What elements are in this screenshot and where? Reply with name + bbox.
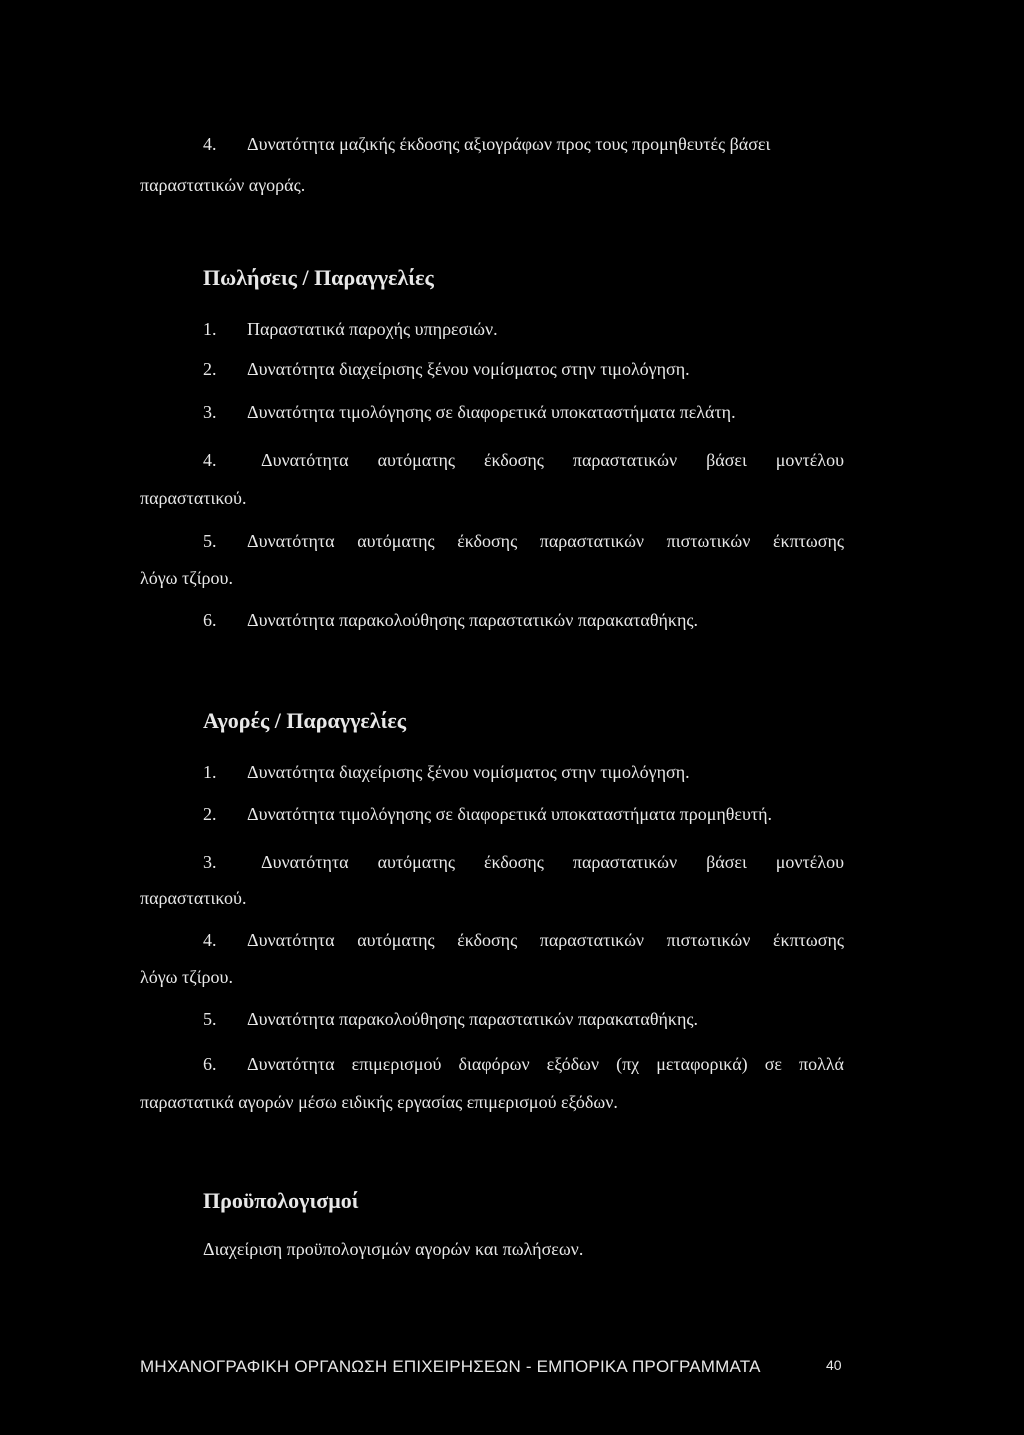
list-item-text: Δυνατότητα παρακολούθησης παραστατικών παρακαταθήκης. <box>247 610 698 630</box>
list-item-number: 2. <box>203 804 217 824</box>
page-number: 40 <box>826 1357 842 1373</box>
list-item-continuation: παραστατικών αγοράς. <box>140 175 306 195</box>
list-item-text: Δυνατότητα τιμολόγησης σε διαφορετικά υποκαταστήματα προμηθευτή. <box>247 804 773 824</box>
section-heading-purchases: Αγορές / Παραγγελίες <box>203 708 407 733</box>
list-item-text: Δυνατότητα αυτόματης έκδοσης παραστατικών βάσει μοντέλου <box>261 852 844 872</box>
list-item-number: 1. <box>203 762 217 782</box>
list-item-number: 3. <box>203 852 217 872</box>
section-heading-sales: Πωλήσεις / Παραγγελίες <box>203 265 434 290</box>
list-item-number: 1. <box>203 319 217 339</box>
list-item-continuation: παραστατικού. <box>140 888 247 908</box>
list-item-number: 6. <box>203 610 217 630</box>
list-item-number: 5. <box>203 531 217 551</box>
list-item-continuation: λόγω τζίρου. <box>140 568 233 588</box>
list-item-number: 4. <box>203 134 217 154</box>
list-item-text: Δυνατότητα μαζικής έκδοσης αξιογράφων προς τους προμηθευτές βάσει <box>247 134 771 154</box>
list-item-text: Δυνατότητα αυτόματης έκδοσης παραστατικών βάσει μοντέλου <box>261 450 844 470</box>
list-item-number: 4. <box>203 930 217 950</box>
footer-title: ΜΗΧΑΝΟΓΡΑΦΙΚΗ ΟΡΓΑΝΩΣΗ ΕΠΙΧΕΙΡΗΣΕΩΝ - ΕΜΠΟΡΙΚΑ ΠΡΟΓΡΑΜΜΑΤΑ <box>140 1357 761 1376</box>
list-item-number: 6. <box>203 1054 217 1074</box>
budgets-description: Διαχείριση προϋπολογισμών αγορών και πωλήσεων. <box>203 1239 584 1259</box>
list-item-text: Δυνατότητα παρακολούθησης παραστατικών παρακαταθήκης. <box>247 1009 698 1029</box>
list-item-number: 2. <box>203 359 217 379</box>
list-item-text: Δυνατότητα διαχείρισης ξένου νομίσματος στην τιμολόγηση. <box>247 762 690 782</box>
list-item-text: Δυνατότητα επιμερισμού διαφόρων εξόδων (πχ μεταφορικά) σε πολλά <box>247 1054 844 1074</box>
list-item-text: Δυνατότητα διαχείρισης ξένου νομίσματος στην τιμολόγηση. <box>247 359 690 379</box>
list-item-number: 3. <box>203 402 217 422</box>
list-item-continuation: παραστατικού. <box>140 488 247 508</box>
list-item-text: Δυνατότητα αυτόματης έκδοσης παραστατικών πιστωτικών έκπτωσης <box>247 531 844 551</box>
list-item-continuation: λόγω τζίρου. <box>140 967 233 987</box>
list-item-number: 5. <box>203 1009 217 1029</box>
list-item-text: Δυνατότητα αυτόματης έκδοσης παραστατικών πιστωτικών έκπτωσης <box>247 930 844 950</box>
section-heading-budgets: Προϋπολογισμοί <box>203 1188 359 1213</box>
list-item-text: Δυνατότητα τιμολόγησης σε διαφορετικά υποκαταστήματα πελάτη. <box>247 402 736 422</box>
list-item-continuation: παραστατικά αγορών μέσω ειδικής εργασίας επιμερισμού εξόδων. <box>140 1092 618 1112</box>
list-item-text: Παραστατικά παροχής υπηρεσιών. <box>247 319 498 339</box>
list-item-number: 4. <box>203 450 217 470</box>
